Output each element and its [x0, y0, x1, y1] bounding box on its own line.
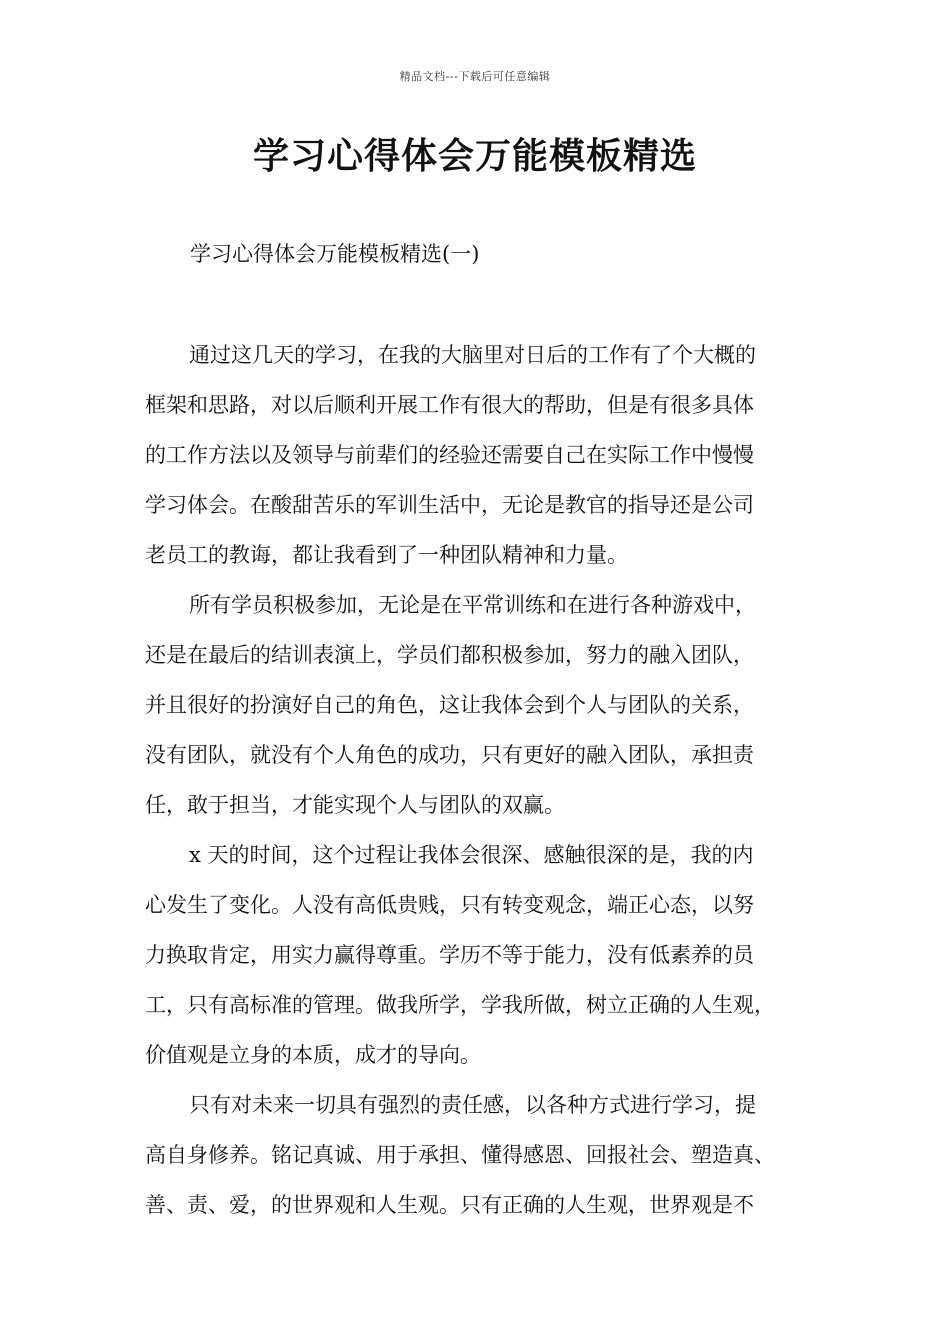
text-line: 框架和思路，对以后顺利开展工作有很大的帮助，但是有很多具体 — [145, 393, 754, 417]
paragraph — [145, 330, 825, 580]
text-line: 还是在最后的结训表演上，学员们都积极参加，努力的融入团队， — [145, 643, 754, 667]
text-line: 通过这几天的学习，在我的大脑里对日后的工作有了个大概的 — [189, 343, 756, 367]
paragraph — [145, 580, 825, 830]
paragraph — [145, 1080, 825, 1230]
text-line: 任，敢于担当，才能实现个人与团队的双赢。 — [145, 793, 565, 817]
paragraph — [145, 830, 825, 1080]
text-line: x 天的时间，这个过程让我体会很深、感触很深的是，我的内 — [189, 843, 754, 867]
text-line: 高自身修养。铭记真诚、用于承担、懂得感恩、回报社会、塑造真、 — [145, 1143, 775, 1167]
text-line: 并且很好的扮演好自己的角色，这让我体会到个人与团队的关系， — [145, 693, 754, 717]
text-line: 学习体会。在酸甜苦乐的军训生活中，无论是教官的指导还是公司 — [145, 493, 754, 517]
text-line: 工，只有高标准的管理。做我所学，学我所做，树立正确的人生观， — [145, 993, 775, 1017]
text-line: 老员工的教诲，都让我看到了一种团队精神和力量。 — [145, 543, 628, 567]
text-line: 的工作方法以及领导与前辈们的经验还需要自己在实际工作中慢慢 — [145, 443, 754, 467]
document-body — [145, 330, 825, 1230]
page-header: 精品文档---下载后可任意编辑 — [399, 70, 551, 83]
text-line: 力换取肯定，用实力赢得尊重。学历不等于能力，没有低素养的员 — [145, 943, 754, 967]
text-line: 没有团队，就没有个人角色的成功，只有更好的融入团队，承担责 — [145, 743, 754, 767]
text-line: 价值观是立身的本质，成才的导向。 — [145, 1043, 481, 1067]
document-title: 学习心得体会万能模板精选 — [252, 136, 697, 177]
text-line: 只有对未来一切具有强烈的责任感，以各种方式进行学习，提 — [189, 1093, 756, 1117]
text-line: 心发生了变化。人没有高低贵贱，只有转变观念，端正心态，以努 — [145, 893, 754, 917]
text-line: 善、责、爱，的世界观和人生观。只有正确的人生观，世界观是不 — [145, 1193, 754, 1217]
text-line: 所有学员积极参加，无论是在平常训练和在进行各种游戏中， — [189, 593, 756, 617]
section-heading: 学习心得体会万能模板精选(一) — [190, 242, 480, 266]
